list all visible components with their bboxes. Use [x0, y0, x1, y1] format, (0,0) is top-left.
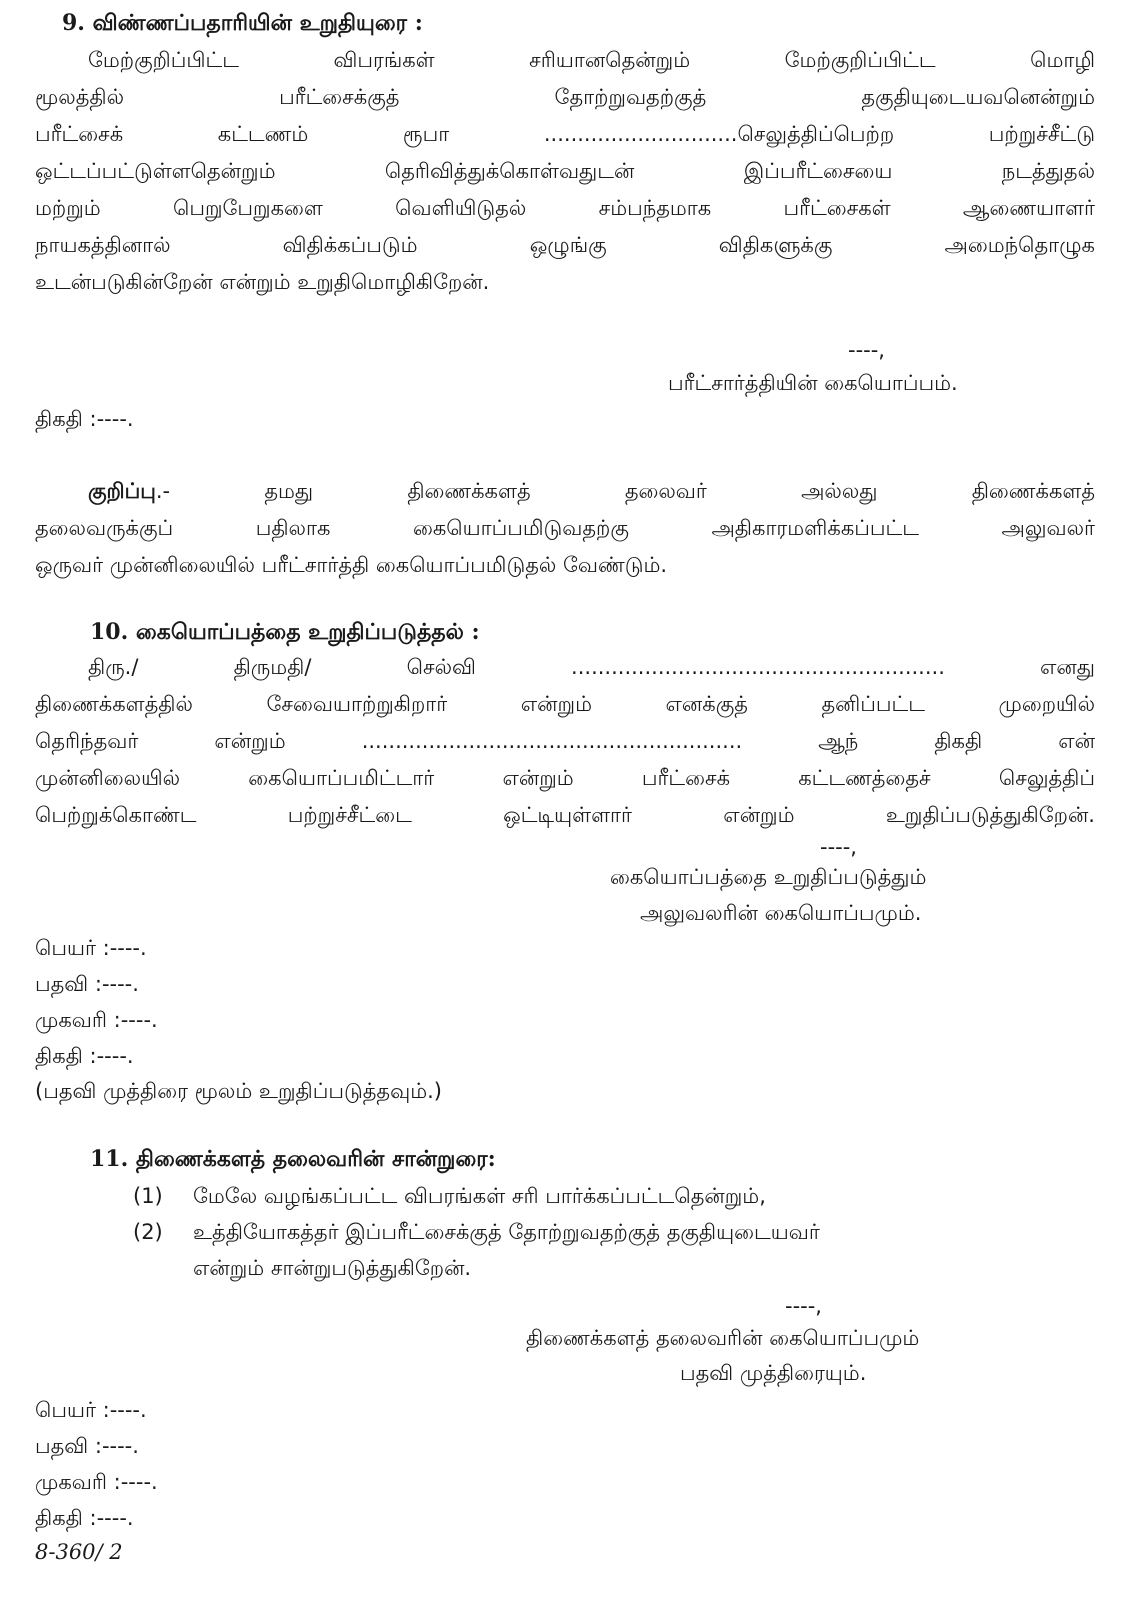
applicant-signature-label: பரீட்சார்த்தியின் கையொப்பம்.: [668, 371, 958, 395]
section-10-line-1: திரு./ திருமதி/ செல்வி ........................................................ எனது: [88, 655, 1095, 679]
section-11-item-2-text: உத்தியோகத்தர் இப்பரீட்சைக்குத் தோற்றுவதற்குத் தகுதியுடையவர்: [193, 1220, 820, 1244]
officer-signature-label-2: அலுவலரின் கையொப்பமும்.: [640, 901, 922, 925]
officer-date-field: திகதி :----.: [35, 1044, 134, 1068]
section-9-line-3: பரீட்சைக் கட்டணம் ரூபா .............................செலுத்திப்பெற்ற பற்றுச்சீட்டு: [35, 122, 1095, 146]
head-date-field: திகதி :----.: [35, 1506, 134, 1530]
officer-designation-field: பதவி :----.: [35, 972, 139, 996]
head-signature-line: ----,: [785, 1294, 822, 1318]
head-designation-field: பதவி :----.: [35, 1434, 139, 1458]
head-address-field: முகவரி :----.: [35, 1470, 158, 1494]
officer-signature-label-1: கையொப்பத்தை உறுதிப்படுத்தும்: [610, 865, 927, 889]
section-9-line-7: உடன்படுகின்றேன் என்றும் உறுதிமொழிகிறேன்.: [35, 270, 490, 294]
head-signature-label-1: திணைக்களத் தலைவரின் கையொப்பமும்: [526, 1326, 920, 1350]
section-9-line-6: நாயகத்தினால் விதிக்கப்படும் ஒழுங்கு விதிகளுக்கு அமைந்தொழுக: [35, 233, 1095, 257]
head-signature-label-2: பதவி முத்திரையும்.: [680, 1361, 867, 1385]
officer-signature-line: ----,: [820, 835, 857, 859]
note-line-2: தலைவருக்குப் பதிலாக கையொப்பமிடுவதற்கு அதிகாரமளிக்கப்பட்ட அலுவலர்: [35, 516, 1095, 540]
applicant-date-field: திகதி :----.: [35, 407, 134, 431]
officer-stamp-note: (பதவி முத்திரை மூலம் உறுதிப்படுத்தவும்.): [35, 1079, 442, 1103]
section-10-line-4: முன்னிலையில் கையொப்பமிட்டார் என்றும் பரீட்சைக் கட்டணத்தைச் செலுத்திப்: [35, 766, 1095, 790]
section-10-line-5: பெற்றுக்கொண்ட பற்றுச்சீட்டை ஒட்டியுள்ளார் என்றும் உறுதிப்படுத்துகிறேன்.: [35, 803, 1095, 827]
section-9-line-5: மற்றும் பெறுபேறுகளை வெளியிடுதல் சம்பந்தமாக பரீட்சைகள் ஆணையாளர்: [35, 196, 1095, 220]
officer-name-field: பெயர் :----.: [35, 936, 147, 960]
head-name-field: பெயர் :----.: [35, 1398, 147, 1422]
section-9-heading: 9. விண்ணப்பதாரியின் உறுதியுரை :: [62, 10, 423, 36]
page-code: 8-360/ 2: [35, 1540, 123, 1564]
section-9-line-1: மேற்குறிப்பிட்ட விபரங்கள் சரியானதென்றும் மேற்குறிப்பிட்ட மொழி: [88, 48, 1095, 72]
section-11-item-2-continuation: என்றும் சான்றுபடுத்துகிறேன்.: [193, 1256, 472, 1280]
note-line-3: ஒருவர் முன்னிலையில் பரீட்சார்த்தி கையொப்பமிடுதல் வேண்டும்.: [35, 553, 668, 577]
note-label: குறிப்பு: [88, 479, 156, 503]
section-10-heading: 10. கையொப்பத்தை உறுதிப்படுத்தல் :: [90, 619, 480, 645]
applicant-signature-line: ----,: [848, 338, 885, 362]
section-9-line-4: ஒட்டப்பட்டுள்ளதென்றும் தெரிவித்துக்கொள்வதுடன் இப்பரீட்சையை நடத்துதல்: [35, 159, 1095, 183]
section-11-item-1-number: (1): [133, 1184, 163, 1208]
officer-address-field: முகவரி :----.: [35, 1008, 158, 1032]
note-first-line-text: .- தமது திணைக்களத் தலைவர் அல்லது திணைக்களத்: [155, 479, 1095, 503]
note-line-1: [88, 476, 1095, 506]
section-10-line-3: தெரிந்தவர் என்றும் ......................................................... ஆந் திகதி என்: [35, 729, 1095, 753]
section-9-line-2: மூலத்தில் பரீட்சைக்குத் தோற்றுவதற்குத் தகுதியுடையவனென்றும்: [35, 85, 1095, 109]
section-11-item-2-number: (2): [133, 1220, 163, 1244]
section-11-item-1-text: மேலே வழங்கப்பட்ட விபரங்கள் சரி பார்க்கப்பட்டதென்றும்,: [193, 1184, 766, 1208]
section-10-line-2: திணைக்களத்தில் சேவையாற்றுகிறார் என்றும் எனக்குத் தனிப்பட்ட முறையில்: [35, 692, 1095, 716]
section-11-heading: 11. திணைக்களத் தலைவரின் சான்றுரை:: [90, 1146, 496, 1172]
